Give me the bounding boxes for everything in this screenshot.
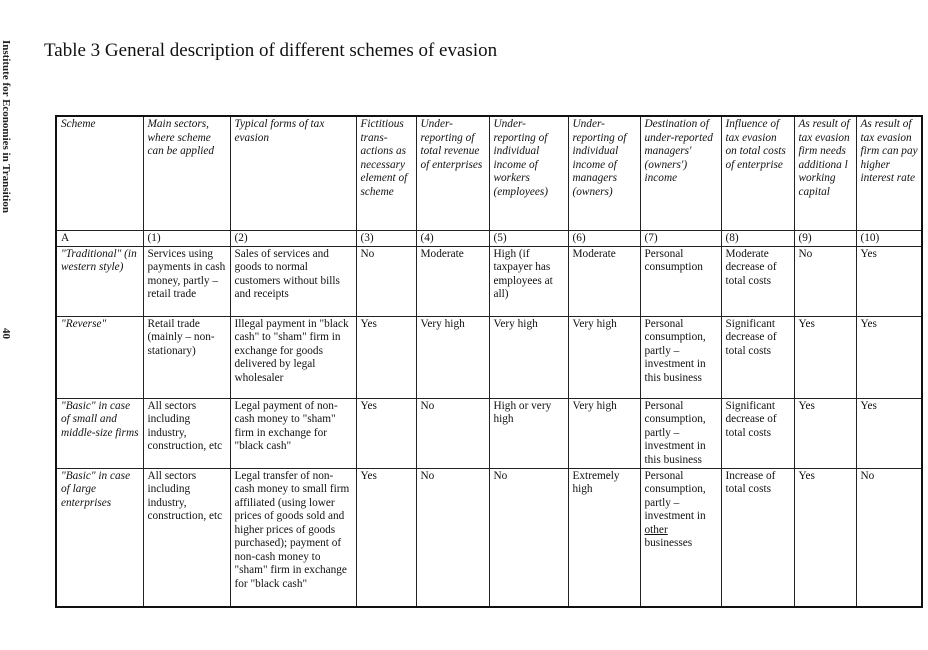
table-cell: High or very high (489, 398, 568, 468)
column-index: (8) (721, 231, 794, 247)
column-index: (10) (856, 231, 922, 247)
header-cell: Scheme (56, 116, 143, 231)
table-title: Table 3 General description of different schemes of evasion (44, 40, 498, 61)
margin-page-number: 40 (0, 328, 12, 339)
scheme-label: "Reverse" (56, 316, 143, 398)
column-index: A (56, 231, 143, 247)
header-cell: Destination of under-reported managers' (owners') income (640, 116, 721, 231)
table-cell: Significant decrease of total costs (721, 316, 794, 398)
table-cell: Yes (794, 468, 856, 607)
column-index: (6) (568, 231, 640, 247)
scheme-label: "Basic" in case of small and middle-size firms (56, 398, 143, 468)
table-cell: Extremely high (568, 468, 640, 607)
table-cell: No (416, 468, 489, 607)
table-cell: Yes (856, 398, 922, 468)
column-index: (3) (356, 231, 416, 247)
table-row-reverse (56, 316, 922, 398)
header-cell: Under-reporting of total revenue of enterprises (416, 116, 489, 231)
table-cell: Yes (356, 398, 416, 468)
table-cell: Moderate (416, 246, 489, 316)
table-cell: Services using payments in cash money, partly – retail trade (143, 246, 230, 316)
table-cell: Very high (568, 398, 640, 468)
table-cell: Yes (856, 316, 922, 398)
table-cell: Personal consumption, partly – investment in this business (640, 398, 721, 468)
destination-underlined: other (644, 523, 668, 536)
column-index: (1) (143, 231, 230, 247)
table-cell: No (856, 468, 922, 607)
column-index: (4) (416, 231, 489, 247)
table-cell: Legal transfer of non-cash money to small firm affiliated (using lower prices of goods sold and higher prices of goods purchased); payment of non-cash money to "sham" firm in exchange for "black cash" (230, 468, 356, 607)
table-cell: Very high (416, 316, 489, 398)
header-row (56, 116, 922, 231)
table-cell: No (356, 246, 416, 316)
table-cell: Retail trade (mainly – non-stationary) (143, 316, 230, 398)
table-cell: All sectors including industry, construction, etc (143, 398, 230, 468)
evasion-schemes-table (55, 115, 923, 608)
column-index: (2) (230, 231, 356, 247)
table-cell: Legal payment of non-cash money to "sham" firm in exchange for "black cash" (230, 398, 356, 468)
header-cell: As result of tax evasion firm can pay higher interest rate (856, 116, 922, 231)
table-cell: Significant decrease of total costs (721, 398, 794, 468)
table-cell: Very high (489, 316, 568, 398)
header-cell: Under-reporting of individual income of workers (employees) (489, 116, 568, 231)
table-cell: Yes (356, 468, 416, 607)
table-cell: Yes (356, 316, 416, 398)
table-cell: No (416, 398, 489, 468)
table-cell: Moderate (568, 246, 640, 316)
table-cell (640, 468, 721, 607)
destination-tail: businesses (644, 537, 693, 549)
table-cell: No (489, 468, 568, 607)
table-cell: Sales of services and goods to normal customers without bills and receipts (230, 246, 356, 316)
header-cell: Typical forms of tax evasion (230, 116, 356, 231)
table-cell: Yes (856, 246, 922, 316)
table-cell: Yes (794, 316, 856, 398)
table-cell: High (if taxpayer has employees at all) (489, 246, 568, 316)
column-index: (7) (640, 231, 721, 247)
table-cell: Moderate decrease of total costs (721, 246, 794, 316)
table-cell: Personal consumption (640, 246, 721, 316)
header-cell: Influence of tax evasion on total costs of enterprise (721, 116, 794, 231)
table-cell: Illegal payment in "black cash" to "sham" firm in exchange for goods delivered by legal wholesaler (230, 316, 356, 398)
scheme-label: "Traditional" (in western style) (56, 246, 143, 316)
column-index: (9) (794, 231, 856, 247)
header-cell: Fictitious trans-actions as necessary element of scheme (356, 116, 416, 231)
table-cell: Increase of total costs (721, 468, 794, 607)
table-cell: Personal consumption, partly – investment in this business (640, 316, 721, 398)
header-cell: As result of tax evasion firm needs additiona l working capital (794, 116, 856, 231)
destination-text: Personal consumption, partly – investment in (644, 469, 706, 522)
table-row-basic-small (56, 398, 922, 468)
header-cell: Under-reporting of individual income of managers (owners) (568, 116, 640, 231)
header-cell: Main sectors, where scheme can be applied (143, 116, 230, 231)
scheme-label: "Basic" in case of large enterprises (56, 468, 143, 607)
column-index-row (56, 231, 922, 247)
margin-side-text: Institute for Economies in Transition (0, 40, 12, 213)
table-cell: All sectors including industry, construction, etc (143, 468, 230, 607)
table-row-basic-large (56, 468, 922, 607)
table-row-traditional (56, 246, 922, 316)
table-cell: Yes (794, 398, 856, 468)
table-cell: Very high (568, 316, 640, 398)
column-index: (5) (489, 231, 568, 247)
table-cell: No (794, 246, 856, 316)
